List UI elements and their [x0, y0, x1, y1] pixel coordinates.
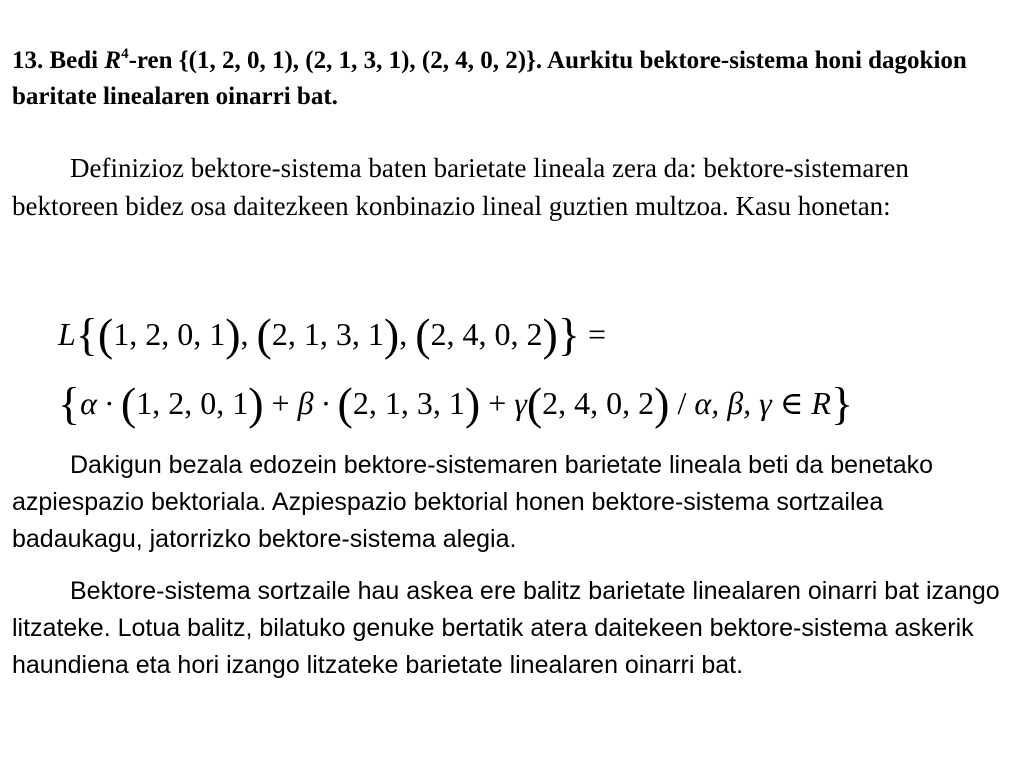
linear-span-formula [58, 309, 606, 360]
right-brace: } [557, 309, 580, 360]
heading-exponent: 4 [121, 46, 129, 62]
left-paren: ( [337, 378, 353, 429]
span-operator: L [58, 316, 76, 352]
gamma-coefficient: γ [514, 385, 527, 421]
alpha-coefficient: α · [80, 385, 121, 421]
beta-coefficient: β · [297, 385, 338, 421]
left-paren: ( [526, 378, 543, 429]
right-paren: ) [542, 309, 558, 360]
left-paren: ( [97, 309, 114, 360]
right-paren: ) [248, 378, 264, 429]
heading-symbol: R [104, 47, 122, 74]
such-that-slash: / [669, 385, 695, 421]
definition-paragraph: Definizioz bektore-sistema baten barietate lineala zera da: bektore-sistemaren bektoreen bidez osa daitezkeen konbinazio lineal guztien multzoa. Kasu honetan: [12, 153, 909, 221]
comma: , [240, 316, 257, 352]
right-paren: ) [464, 378, 481, 429]
vector-1: 1, 2, 0, 1 [113, 316, 226, 352]
plus-sign: + [480, 385, 515, 421]
parameters: α, β, γ ∈ [694, 385, 812, 421]
vector-2: 2, 1, 3, 1 [271, 316, 384, 352]
heading-text: -ren {(1, 2, 0, 1), (2, 1, 3, 1), (2, 4, 0, 2)}. Aurkitu bektore-sistema honi dagokion baritate linealaren oinarri bat. [12, 47, 967, 110]
vector-3: 2, 4, 0, 2 [430, 316, 543, 352]
left-brace: { [58, 378, 81, 429]
left-brace: { [75, 309, 98, 360]
left-paren: ( [256, 309, 272, 360]
equals-sign: = [579, 316, 606, 352]
left-paren: ( [415, 309, 431, 360]
exercise-heading [12, 36, 1012, 115]
vector-1: 1, 2, 0, 1 [136, 385, 249, 421]
comma: , [399, 316, 416, 352]
real-set-symbol: R [811, 385, 831, 421]
vector-2: 2, 1, 3, 1 [352, 385, 465, 421]
right-brace: } [830, 378, 854, 429]
right-paren: ) [383, 309, 400, 360]
vector-3: 2, 4, 0, 2 [542, 385, 655, 421]
heading-prefix: 13. Bedi [12, 47, 105, 74]
right-paren: ) [654, 378, 670, 429]
plus-sign: + [263, 385, 298, 421]
linear-combination-formula [58, 378, 854, 429]
basis-paragraph: Bektore-sistema sortzaile hau askea ere balitz barietate linealaren oinarri bat izango litzateke. Lotua balitz, bilatuko genuke bertatik atera daitekeen bektore-sistema askerik haundiena eta hori izango litzateke barietate linealaren oinarri bat. [12, 577, 1000, 679]
right-paren: ) [225, 309, 241, 360]
subspace-paragraph: Dakigun bezala edozein bektore-sistemaren barietate lineala beti da benetako azpiespazio bektoriala. Azpiespazio bektorial honen bektore-sistema sortzailea badaukagu, jatorrizko bektore-sistema alegia. [12, 451, 934, 553]
left-paren: ( [120, 378, 137, 429]
